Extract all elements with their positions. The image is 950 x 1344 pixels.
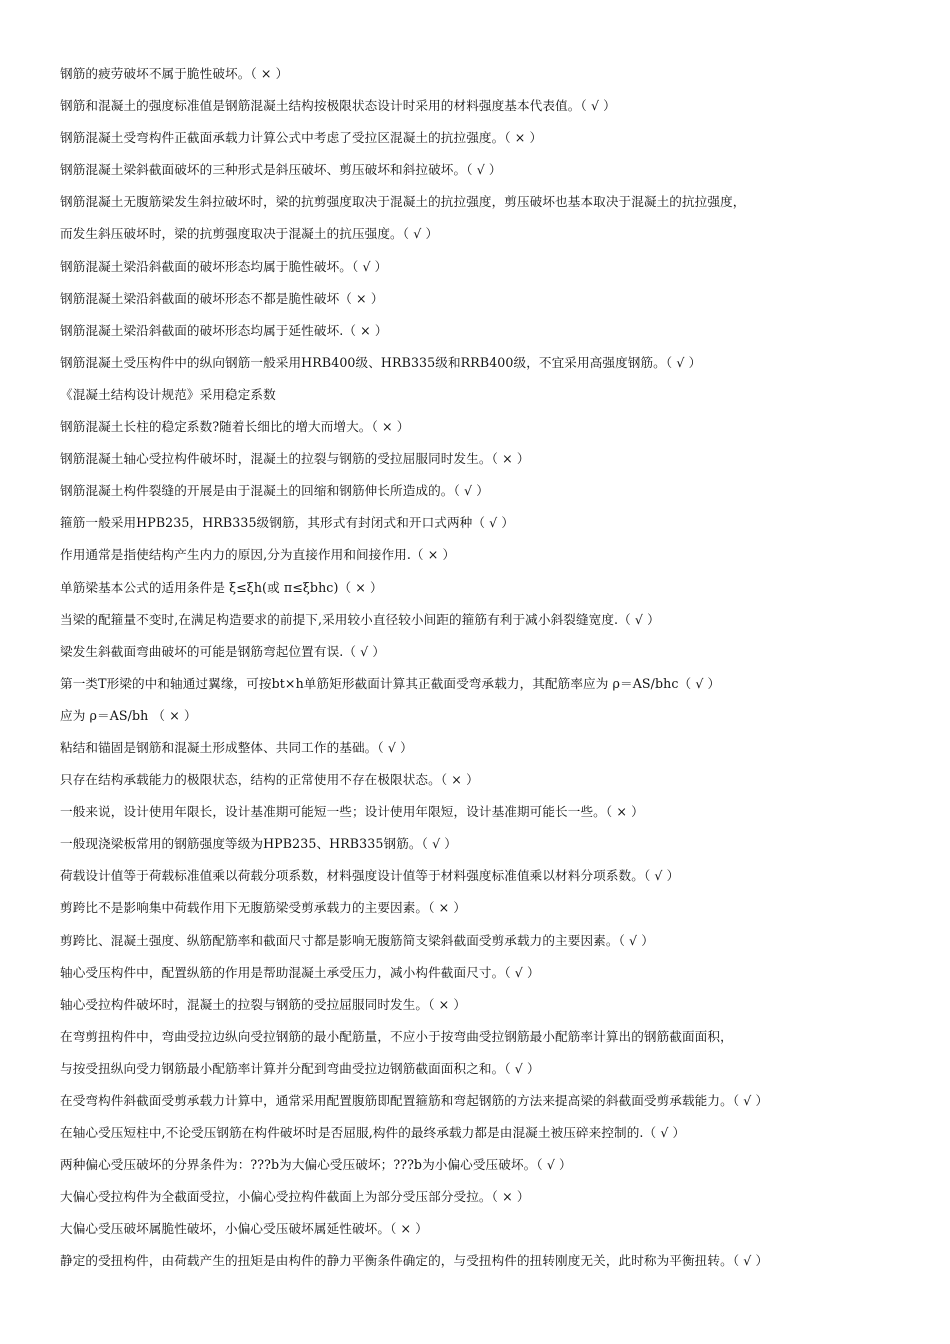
text-line: 在弯剪扭构件中，弯曲受拉边纵向受拉钢筋的最小配筋量，不应小于按弯曲受拉钢筋最小配筋率计算出的钢筋截面面积， — [60, 1028, 733, 1044]
text-line: 钢筋混凝土梁沿斜截面的破坏形态均属于脆性破坏。（ √ ） — [60, 258, 388, 274]
text-line: 与按受扭纵向受力钢筋最小配筋率计算并分配到弯曲受拉边钢筋截面面积之和。（ √ ） — [60, 1060, 540, 1076]
text-line: 一般现浇梁板常用的钢筋强度等级为HPB235、HRB335钢筋。（ √ ） — [60, 836, 457, 852]
text-line: 静定的受扭构件，由荷载产生的扭矩是由构件的静力平衡条件确定的，与受扭构件的扭转刚度无关，此时称为平衡扭转。（ √ ） — [60, 1253, 769, 1269]
text-line: 轴心受压构件中，配置纵筋的作用是帮助混凝土承受压力，减小构件截面尺寸。（ √ ） — [60, 964, 540, 980]
text-line: 粘结和锚固是钢筋和混凝土形成整体、共同工作的基础。（ √ ） — [60, 739, 413, 755]
text-line: 剪跨比不是影响集中荷载作用下无腹筋梁受剪承载力的主要因素。（ × ） — [60, 900, 467, 916]
text-line: 钢筋混凝土长柱的稳定系数?随着长细比的增大而增大。（ × ） — [60, 419, 410, 435]
text-line: 剪跨比、混凝土强度、纵筋配筋率和截面尺寸都是影响无腹筋简支梁斜截面受剪承载力的主要因素。（ √ ） — [60, 932, 654, 948]
text-line: 箍筋一般采用HPB235，HRB335级钢筋，其形式有封闭式和开口式两种（ √ ） — [60, 515, 515, 531]
text-line: 大偏心受压破坏属脆性破坏，小偏心受压破坏属延性破坏。（ × ） — [60, 1221, 428, 1237]
text-line: 而发生斜压破坏时，梁的抗剪强度取决于混凝土的抗压强度。（ √ ） — [60, 226, 439, 242]
text-line: 只存在结构承载能力的极限状态，结构的正常使用不存在极限状态。（ × ） — [60, 772, 479, 788]
text-line: 单筋梁基本公式的适用条件是 ξ≤ξh(或 π≤ξbhc)（ × ） — [60, 579, 383, 595]
text-line: 一般来说，设计使用年限长，设计基准期可能短一些；设计使用年限短，设计基准期可能长一些。（ × ） — [60, 804, 644, 820]
text-line: 钢筋混凝土梁沿斜截面的破坏形态均属于延性破坏.（ × ） — [60, 322, 388, 338]
text-line: 《混凝土结构设计规范》采用稳定系数 — [60, 386, 276, 402]
text-line: 轴心受拉构件破坏时，混凝土的拉裂与钢筋的受拉屈服同时发生。（ × ） — [60, 996, 467, 1012]
text-line: 大偏心受拉构件为全截面受拉，小偏心受拉构件截面上为部分受压部分受拉。（ × ） — [60, 1189, 530, 1205]
text-line: 应为 ρ＝AS/bh （ × ） — [60, 707, 197, 723]
text-line: 作用通常是指使结构产生内力的原因,分为直接作用和间接作用.（ × ） — [60, 547, 456, 563]
text-line: 第一类T形梁的中和轴通过翼缘，可按bt×h单筋矩形截面计算其正截面受弯承载力，其配筋率应为 ρ＝AS/bhc（ √ ） — [60, 675, 721, 691]
text-line: 钢筋混凝土受弯构件正截面承载力计算公式中考虑了受拉区混凝土的抗拉强度。（ × ） — [60, 130, 543, 146]
text-line: 钢筋的疲劳破坏不属于脆性破坏。（ × ） — [60, 66, 289, 81]
text-line: 钢筋混凝土受压构件中的纵向钢筋一般采用HRB400级、HRB335级和RRB400级，不宜采用高强度钢筋。（ √ ） — [60, 354, 702, 370]
text-line: 钢筋混凝土构件裂缝的开展是由于混凝土的回缩和钢筋伸长所造成的。（ √ ） — [60, 483, 489, 499]
text-line: 梁发生斜截面弯曲破坏的可能是钢筋弯起位置有误.（ √ ） — [60, 643, 386, 659]
text-line: 两种偏心受压破坏的分界条件为：???b为大偏心受压破坏；???b为小偏心受压破坏。（ √ ） — [60, 1157, 572, 1173]
text-line: 钢筋混凝土无腹筋梁发生斜拉破坏时，梁的抗剪强度取决于混凝土的抗拉强度，剪压破坏也基本取决于混凝土的抗拉强度， — [60, 194, 746, 210]
text-line: 钢筋混凝土梁沿斜截面的破坏形态不都是脆性破坏（ × ） — [60, 290, 384, 306]
text-line: 钢筋混凝土轴心受拉构件破坏时，混凝土的拉裂与钢筋的受拉屈服同时发生。（ × ） — [60, 451, 530, 467]
text-line: 荷载设计值等于荷载标准值乘以荷载分项系数，材料强度设计值等于材料强度标准值乘以材料分项系数。（ √ ） — [60, 868, 680, 884]
text-line: 当梁的配箍量不变时,在满足构造要求的前提下,采用较小直径较小间距的箍筋有利于减小斜裂缝宽度.（ √ ） — [60, 611, 660, 627]
text-line: 在轴心受压短柱中,不论受压钢筋在构件破坏时是否屈服,构件的最终承载力都是由混凝土被压碎来控制的.（ √ ） — [60, 1125, 686, 1141]
text-line: 在受弯构件斜截面受剪承载力计算中，通常采用配置腹筋即配置箍筋和弯起钢筋的方法来提高梁的斜截面受剪承载能力。（ √ ） — [60, 1093, 769, 1108]
text-line: 钢筋和混凝土的强度标准值是钢筋混凝土结构按极限状态设计时采用的材料强度基本代表值。（ √ ） — [60, 98, 616, 114]
text-line: 钢筋混凝土梁斜截面破坏的三种形式是斜压破坏、剪压破坏和斜拉破坏。（ √ ） — [60, 162, 502, 178]
document-body — [60, 62, 940, 1282]
